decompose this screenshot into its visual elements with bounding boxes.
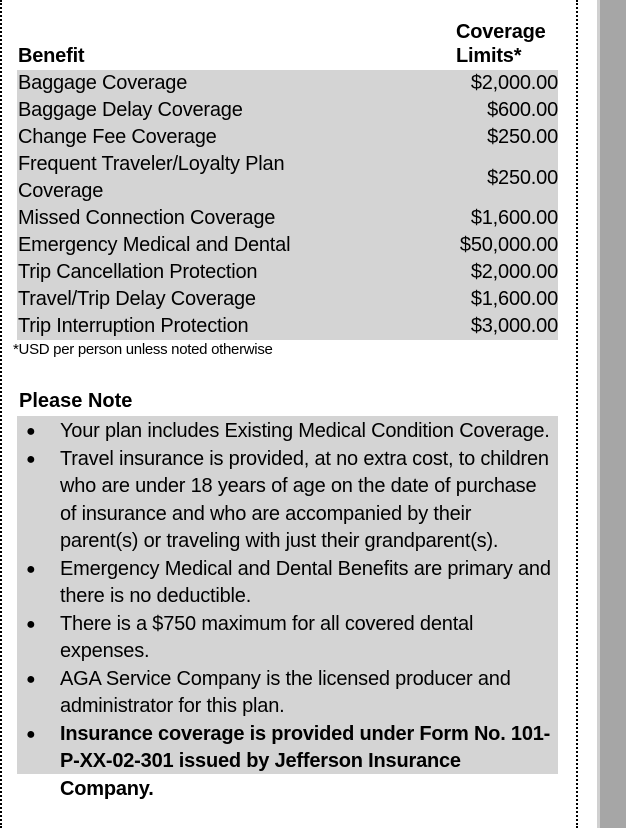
benefit-amount: $3,000.00 <box>470 315 558 337</box>
benefit-name: Trip Cancellation Protection <box>18 261 258 283</box>
table-row <box>17 70 558 97</box>
benefit-name: Missed Connection Coverage <box>18 207 276 229</box>
list-item <box>17 446 558 556</box>
table-body <box>17 70 558 340</box>
benefit-amount: $1,600.00 <box>470 288 558 310</box>
note-text: AGA Service Company is the licensed producer and administrator for this plan. <box>60 667 511 717</box>
benefit-name: Baggage Delay Coverage <box>18 99 243 121</box>
benefit-name: Trip Interruption Protection <box>18 315 249 337</box>
benefit-amount: $250.00 <box>487 166 558 189</box>
table-header <box>17 19 558 70</box>
bullet-icon: ● <box>26 615 36 633</box>
table-row <box>17 286 558 313</box>
list-item <box>17 666 558 721</box>
benefit-amount: $1,600.00 <box>470 207 558 229</box>
list-item <box>17 418 558 446</box>
benefit-name: Emergency Medical and Dental <box>18 234 291 256</box>
table-row <box>17 232 558 259</box>
note-text: Emergency Medical and Dental Benefits are primary and there is no deductible. <box>60 557 551 607</box>
note-text: Your plan includes Existing Medical Condition Coverage. <box>60 420 550 442</box>
note-text: There is a $750 maximum for all covered dental expenses. <box>60 612 474 662</box>
list-item <box>17 611 558 666</box>
bullet-icon: ● <box>26 450 36 468</box>
benefit-name: Travel/Trip Delay Coverage <box>18 288 256 310</box>
vertical-scrollbar[interactable] <box>597 0 626 828</box>
list-item <box>17 721 558 804</box>
table-row <box>17 205 558 232</box>
benefit-amount: $2,000.00 <box>470 72 558 94</box>
benefit-table <box>17 19 558 340</box>
please-note-heading: Please Note <box>19 390 133 412</box>
benefit-name: Change Fee Coverage <box>18 126 217 148</box>
bullet-icon: ● <box>26 560 36 578</box>
benefit-amount: $250.00 <box>487 126 558 148</box>
table-row <box>17 259 558 286</box>
bullet-icon: ● <box>26 725 36 743</box>
header-benefit: Benefit <box>18 45 85 67</box>
note-list <box>17 416 558 803</box>
right-dotted-border <box>576 0 578 828</box>
table-row <box>17 97 558 124</box>
bullet-icon: ● <box>26 670 36 688</box>
table-row <box>17 151 558 205</box>
benefit-name: Frequent Traveler/Loyalty Plan Coverage <box>18 153 285 202</box>
benefit-amount: $50,000.00 <box>459 234 558 256</box>
list-item <box>17 556 558 611</box>
benefit-amount: $2,000.00 <box>470 261 558 283</box>
left-dotted-border <box>0 0 2 828</box>
bullet-icon: ● <box>26 423 36 440</box>
table-row <box>17 124 558 151</box>
table-row <box>17 313 558 340</box>
benefit-amount: $600.00 <box>487 99 558 121</box>
note-text: Insurance coverage is provided under Form No. 101-P-XX-02-301 issued by Jefferson Insurance Company. <box>60 722 551 800</box>
please-note-box <box>17 416 558 800</box>
benefit-name: Baggage Coverage <box>18 72 188 94</box>
header-coverage-limits: Coverage Limits* <box>456 21 546 67</box>
note-text: Travel insurance is provided, at no extra cost, to children who are under 18 years of age on the date of purchase of insurance and who are accompanied by their parent(s) or traveling with just their grandparent(s). <box>60 447 549 552</box>
table-footnote: *USD per person unless noted otherwise <box>13 341 273 358</box>
